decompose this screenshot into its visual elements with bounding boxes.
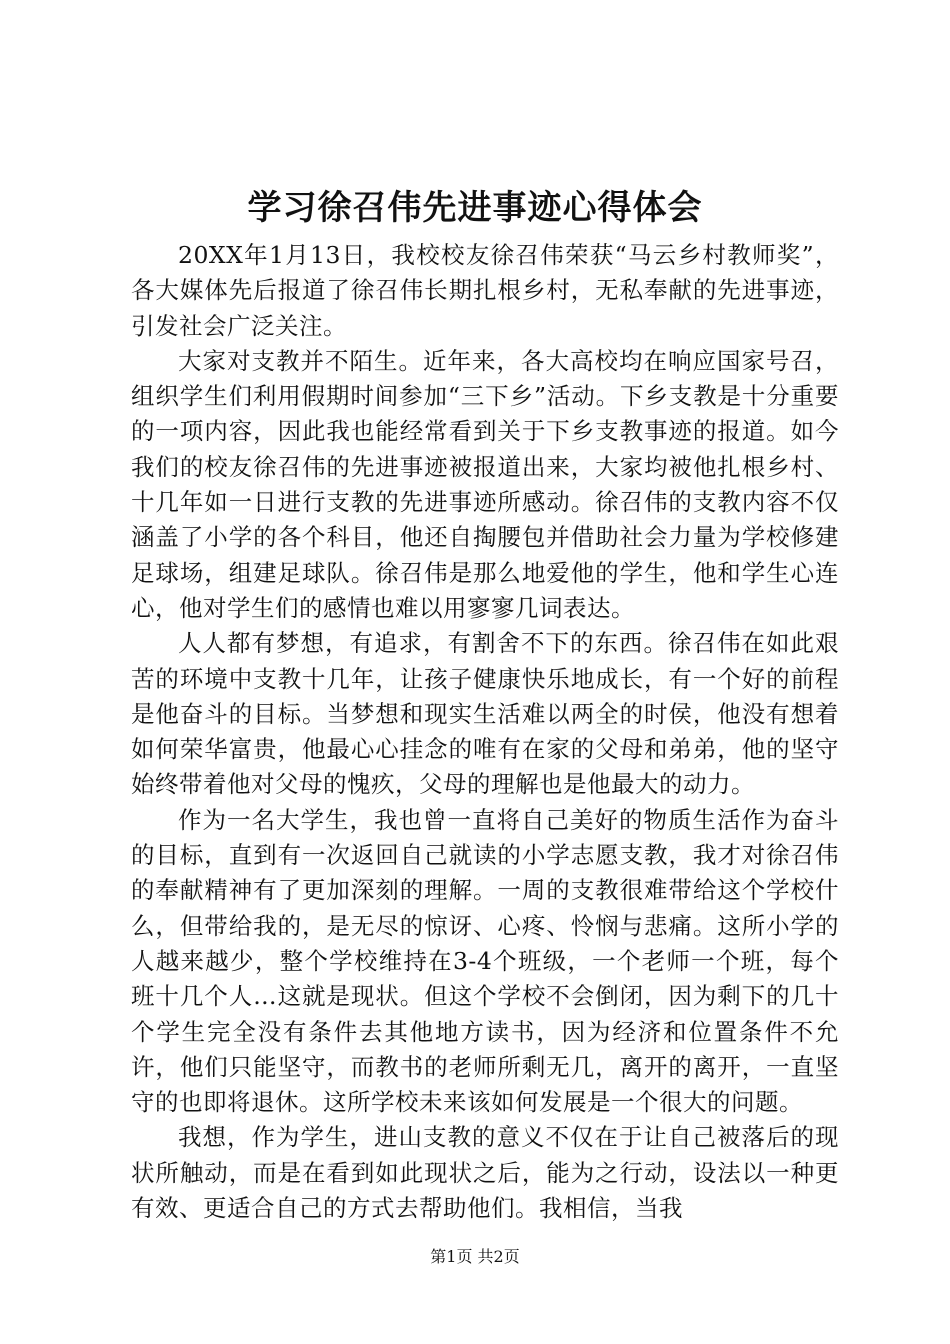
paragraph: 大家对支教并不陌生。近年来，各大高校均在响应国家号召，组织学生们利用假期时间参加“三下乡”活动。下乡支教是十分重要的一项内容，因此我也能经常看到关于下乡支教事迹的报道。如今我们的校友徐召伟的先进事迹被报道出来，大家均被他扎根乡村、十几年如一日进行支教的先进事迹所感动。徐召伟的支教内容不仅涵盖了小学的各个科目，他还自掏腰包并借助社会力量为学校修建足球场，组建足球队。徐召伟是那么地爱他的学生，他和学生心连心，他对学生们的感情也难以用寥寥几词表达。 xyxy=(131,346,839,622)
paragraph: 20XX年1月13日，我校校友徐召伟荣获“马云乡村教师奖”，各大媒体先后报道了徐召伟长期扎根乡村，无私奉献的先进事迹，引发社会广泛关注。 xyxy=(131,241,839,340)
paragraph: 人人都有梦想，有追求，有割舍不下的东西。徐召伟在如此艰苦的环境中支教十几年，让孩子健康快乐地成长，有一个好的前程是他奋斗的目标。当梦想和现实生活难以两全的时侯，他没有想着如何荣华富贵，他最心心挂念的唯有在家的父母和弟弟，他的坚守始终带着他对父母的愧疚，父母的理解也是他最大的动力。 xyxy=(131,629,839,799)
paragraph: 我想，作为学生，进山支教的意义不仅在于让自己被落后的现状所触动，而是在看到如此现状之后，能为之行动，设法以一种更有效、更适合自己的方式去帮助他们。我相信，当我 xyxy=(131,1123,839,1223)
document-body xyxy=(131,238,839,1226)
page-footer: 第1页 共2页 xyxy=(430,1247,520,1266)
document-title: 学习徐召伟先进事迹心得体会 xyxy=(247,188,703,228)
paragraph: 作为一名大学生，我也曾一直将自己美好的物质生活作为奋斗的目标，直到有一次返回自己就读的小学志愿支教，我才对徐召伟的奉献精神有了更加深刻的理解。一周的支教很难带给这个学校什么，但带给我的，是无尽的惊讶、心疼、怜悯与悲痛。这所小学的人越来越少，整个学校维持在3-4个班级，一个老师一个班，每个班十几个人…这就是现状。但这个学校不会倒闭，因为剩下的几十个学生完全没有条件去其他地方读书，因为经济和位置条件不允许，他们只能坚守，而教书的老师所剩无几，离开的离开，一直坚守的也即将退休。这所学校未来该如何发展是一个很大的问题。 xyxy=(131,805,839,1117)
